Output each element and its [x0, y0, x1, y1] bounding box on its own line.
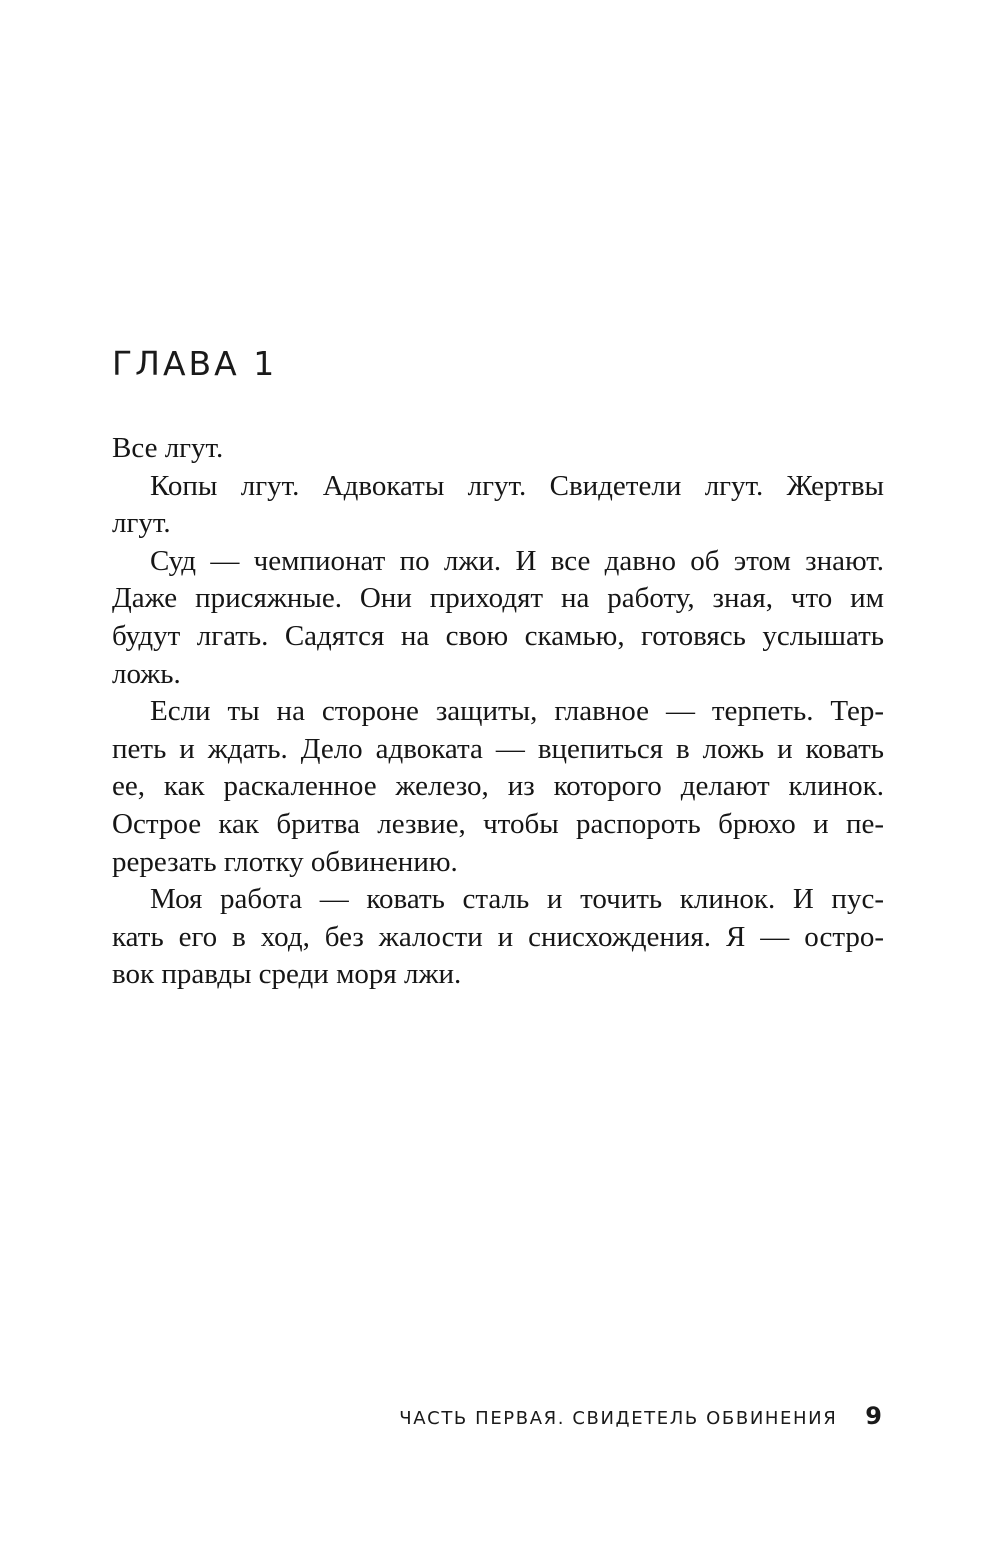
text-line: Суд — чемпионат по лжи. И все давно об этом знают. [150, 544, 884, 577]
chapter-body [112, 430, 884, 994]
text-line: Все лгут. [112, 432, 224, 464]
page-footer [399, 1402, 882, 1430]
text-line: будут лгать. Садятся на свою скамью, готовясь услышать [112, 619, 884, 652]
text-line: кать его в ход, без жалости и снисхождения. Я — остро- [112, 920, 884, 953]
text-line: ререзать глотку обвинению. [112, 845, 458, 878]
text-line: ложь. [112, 657, 181, 690]
chapter-title: ГЛАВА 1 [112, 344, 278, 383]
text-line: лгут. [112, 507, 171, 540]
text-line: петь и ждать. Дело адвоката — вцепиться в ложь и ковать [112, 732, 884, 765]
text-line: вок правды среди моря лжи. [112, 958, 462, 991]
text-line: Моя работа — ковать сталь и точить клинок. И пус- [150, 883, 884, 916]
text-line: ее, как раскаленное железо, из которого делают клинок. [112, 770, 884, 803]
text-line: Даже присяжные. Они приходят на работу, зная, что им [112, 582, 884, 615]
text-line: Острое как бритва лезвие, чтобы распороть брюхо и пе- [112, 807, 884, 840]
page-number: 9 [865, 1402, 882, 1430]
running-head: ЧАСТЬ ПЕРВАЯ. СВИДЕТЕЛЬ ОБВИНЕНИЯ [399, 1408, 838, 1429]
text-line: Если ты на стороне защиты, главное — терпеть. Тер- [150, 695, 884, 728]
text-line: Копы лгут. Адвокаты лгут. Свидетели лгут. Жертвы [150, 469, 884, 502]
